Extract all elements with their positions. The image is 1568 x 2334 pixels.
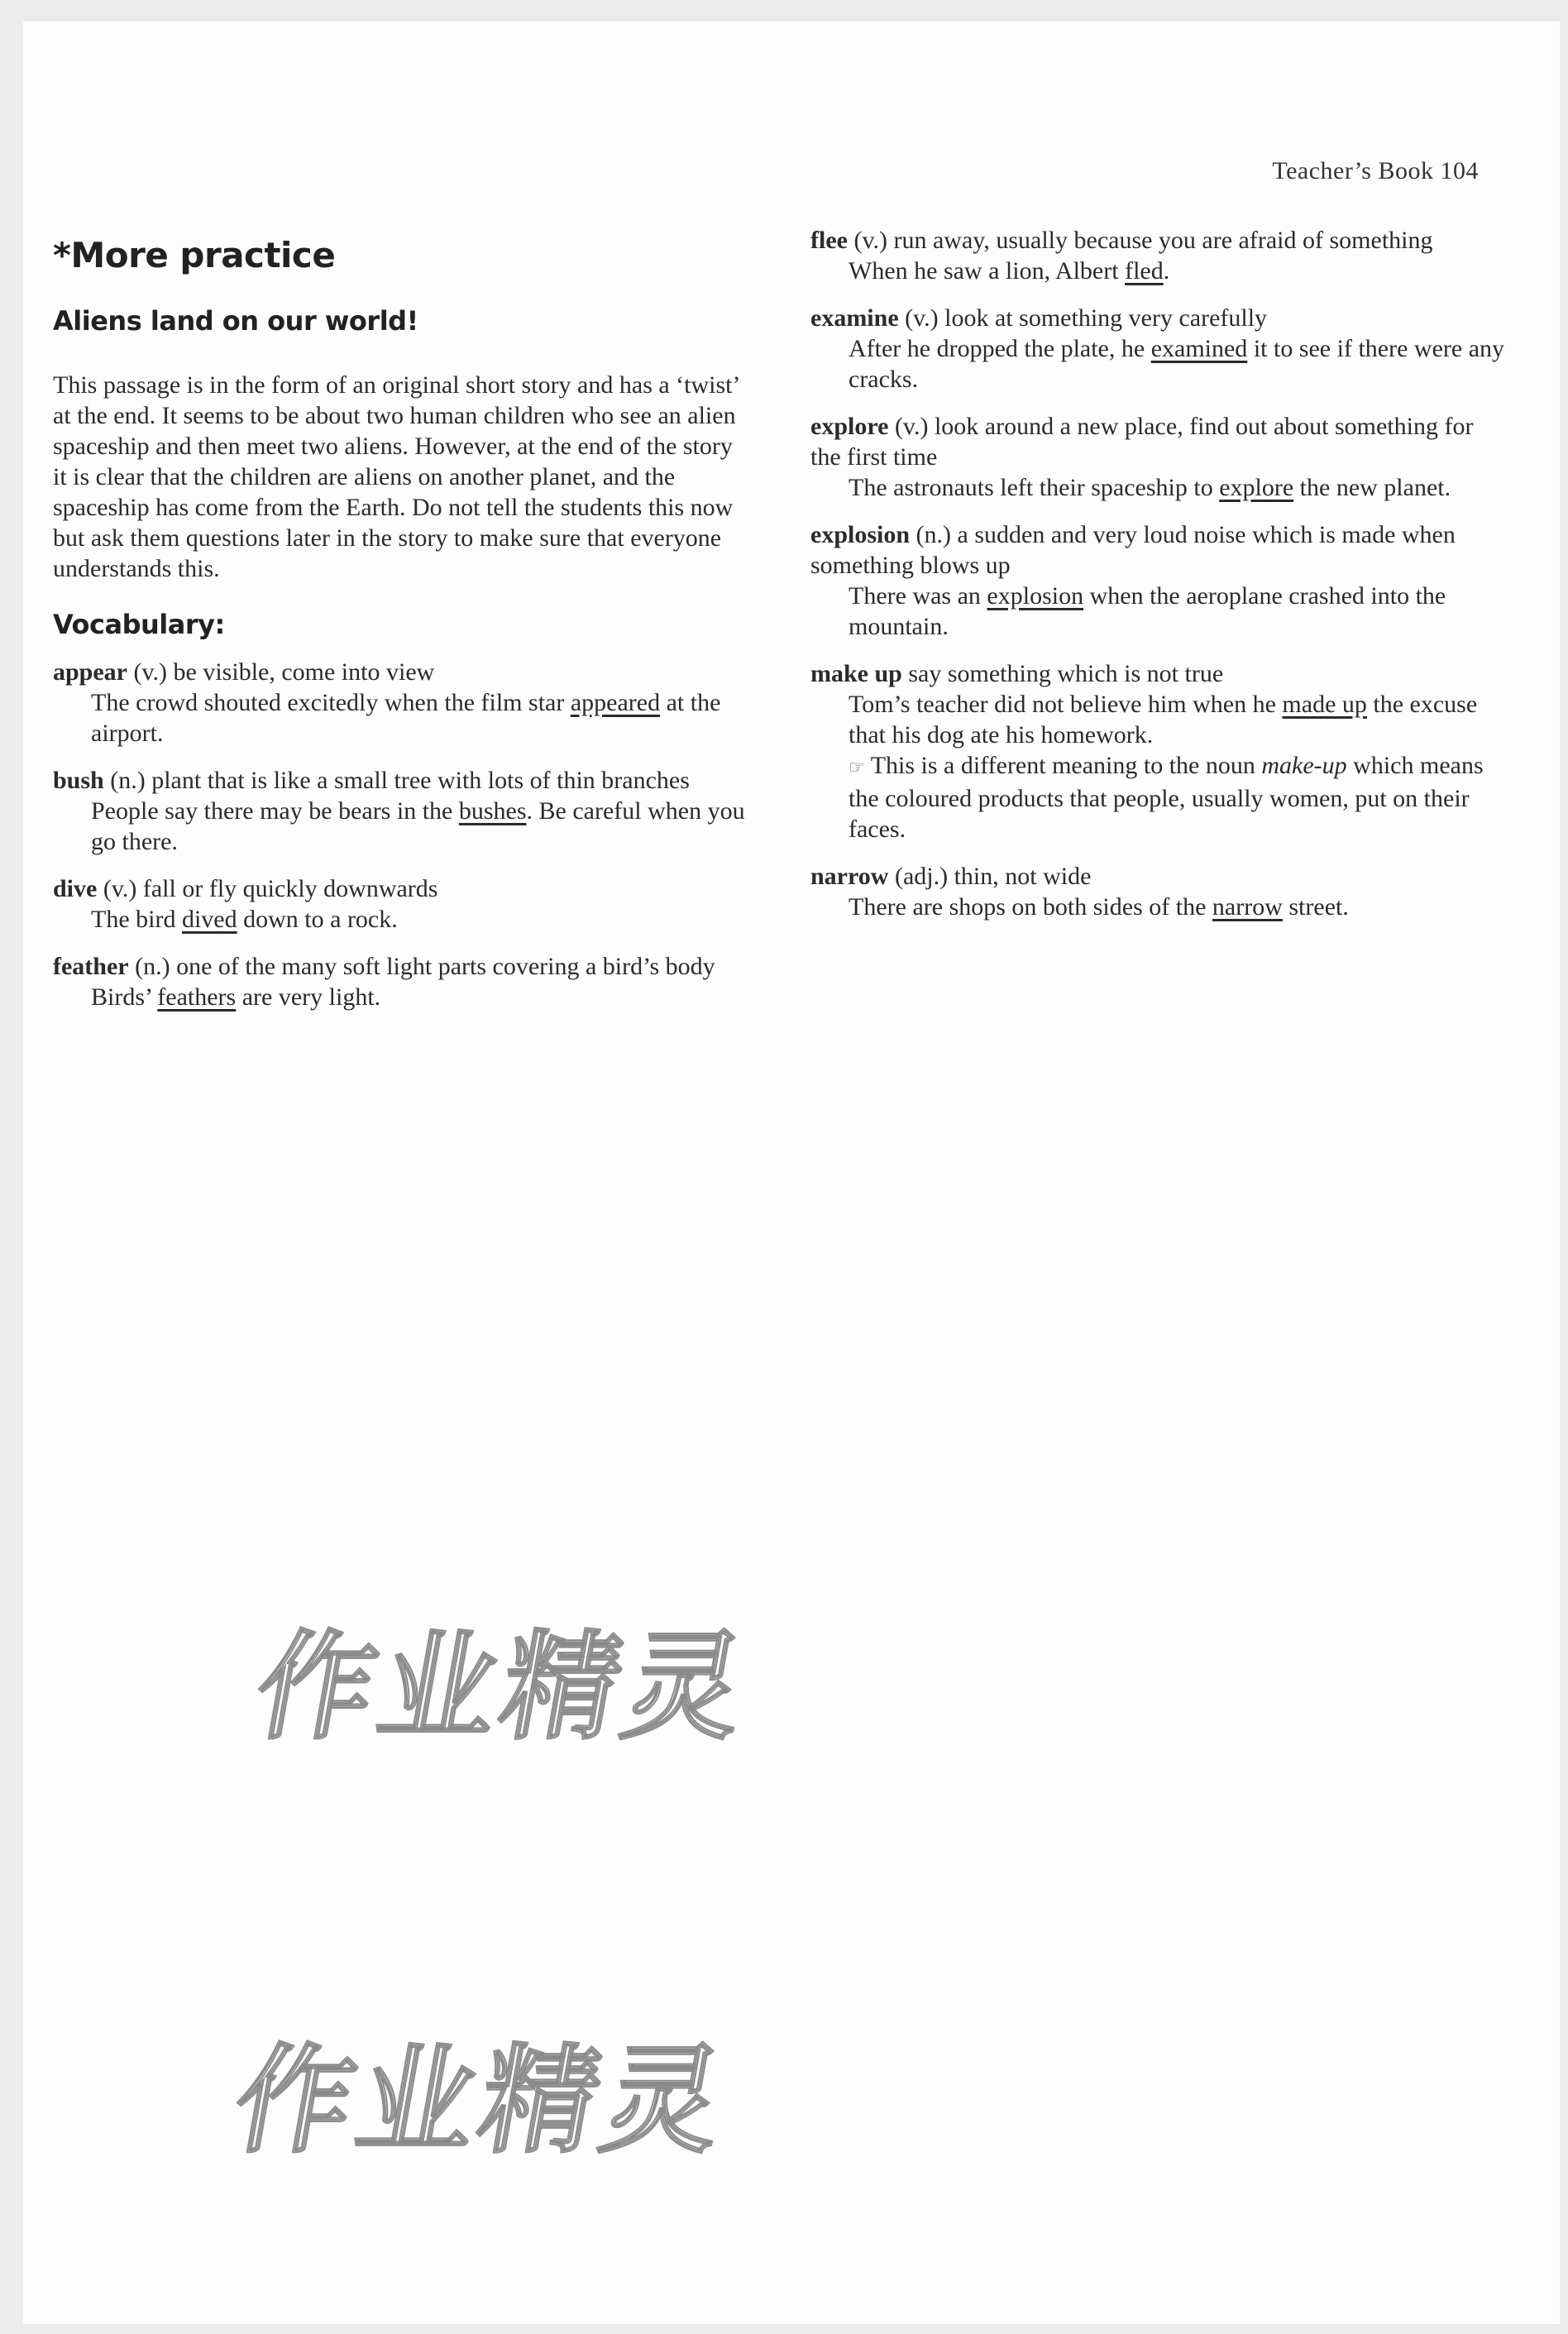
- right-column: [810, 225, 1505, 939]
- vocab-entry-examine: [810, 303, 1505, 395]
- entry-word: dive: [53, 875, 98, 902]
- entry-definition: (n.) one of the many soft light parts covering a bird’s body: [128, 953, 715, 980]
- vocab-entry-feather: [53, 951, 748, 1012]
- vocab-entry-explore: [810, 411, 1505, 503]
- entry-definition: (n.) plant that is like a small tree with lots of thin branches: [103, 767, 690, 794]
- entry-example: When he saw a lion, Albert fled.: [849, 257, 1170, 285]
- entry-example: There are shops on both sides of the narrow street.: [849, 893, 1349, 921]
- watermark: 作业精灵: [246, 1619, 760, 1756]
- example-keyword: narrow: [1212, 893, 1283, 921]
- passage-title: Aliens land on our world!: [53, 305, 418, 337]
- entry-example: Birds’ feathers are very light.: [91, 983, 381, 1011]
- vocab-entry-explosion: [810, 519, 1505, 642]
- vocabulary-heading: Vocabulary:: [53, 609, 225, 640]
- example-keyword: feathers: [157, 983, 237, 1011]
- entry-definition: say something which is not true: [901, 660, 1224, 687]
- entry-example: There was an explosion when the aeroplane crashed into the mountain.: [849, 582, 1446, 640]
- entry-example: The bird dived down to a rock.: [91, 906, 398, 933]
- entry-word: appear: [53, 658, 127, 686]
- entry-definition: (v.) fall or fly quickly downwards: [97, 875, 438, 902]
- intro-paragraph: This passage is in the form of an original short story and has a ‘twist’ at the end. It seems to be about two human children who see an alien spaceship and then meet two aliens. However, at the end of the story it is clear that the children are aliens on another planet, and the spaceship has come from the Earth. Do not tell the students this now but ask them questions later in the story to make sure that everyone understands this.: [53, 371, 739, 582]
- vocab-entry-make-up: [810, 658, 1505, 844]
- entry-word: flee: [810, 227, 848, 254]
- usage-note: ☞ This is a different meaning to the noun make-up which means the coloured products that people, usually women, put on their faces.: [849, 752, 1484, 843]
- entry-example: The crowd shouted excitedly when the film star appeared at the airport.: [91, 689, 721, 747]
- left-column: [53, 218, 748, 1029]
- example-keyword: fled: [1125, 257, 1164, 285]
- entry-definition: (adj.) thin, not wide: [888, 863, 1092, 890]
- entry-word: examine: [810, 304, 899, 332]
- page-number-header: Teacher’s Book 104: [1272, 157, 1479, 184]
- entry-definition: (v.) run away, usually because you are afraid of something: [847, 227, 1433, 254]
- vocab-entry-dive: [53, 873, 748, 935]
- example-keyword: explosion: [987, 582, 1084, 610]
- note-keyword: make-up: [1261, 752, 1347, 779]
- entry-definition: (v.) be visible, come into view: [127, 658, 435, 686]
- example-keyword: explore: [1219, 474, 1294, 501]
- example-keyword: appeared: [570, 689, 661, 716]
- entry-definition: (v.) look around a new place, find out about something for the first time: [810, 413, 1474, 471]
- entry-definition: (n.) a sudden and very loud noise which is made when something blows up: [810, 521, 1456, 579]
- example-keyword: examined: [1150, 335, 1248, 362]
- entry-example: Tom’s teacher did not believe him when he made up the excuse that his dog ate his homework.: [849, 691, 1478, 749]
- entry-example: After he dropped the plate, he examined it to see if there were any cracks.: [849, 335, 1505, 393]
- vocab-entry-bush: [53, 765, 748, 857]
- vocab-entry-narrow: [810, 861, 1505, 922]
- entry-example: The astronauts left their spaceship to explore the new planet.: [849, 474, 1451, 501]
- watermark: 作业精灵: [224, 2033, 739, 2169]
- entry-word: narrow: [810, 863, 889, 890]
- example-keyword: dived: [181, 906, 237, 933]
- document-page: [23, 22, 1560, 2324]
- example-keyword: bushes: [458, 797, 527, 825]
- entry-example: People say there may be bears in the bushes. Be careful when you go there.: [91, 797, 745, 855]
- entry-word: explore: [810, 413, 889, 440]
- entry-word: make up: [810, 660, 902, 687]
- entry-word: feather: [53, 953, 129, 980]
- entry-word: bush: [53, 767, 104, 794]
- vocab-entry-appear: [53, 657, 748, 749]
- example-keyword: made up: [1282, 691, 1367, 718]
- entry-word: explosion: [810, 521, 911, 548]
- entry-definition: (v.) look at something very carefully: [898, 304, 1268, 332]
- pointing-hand-icon: ☞: [849, 758, 865, 778]
- vocab-entry-flee: [810, 225, 1505, 286]
- section-title: *More practice: [53, 235, 336, 275]
